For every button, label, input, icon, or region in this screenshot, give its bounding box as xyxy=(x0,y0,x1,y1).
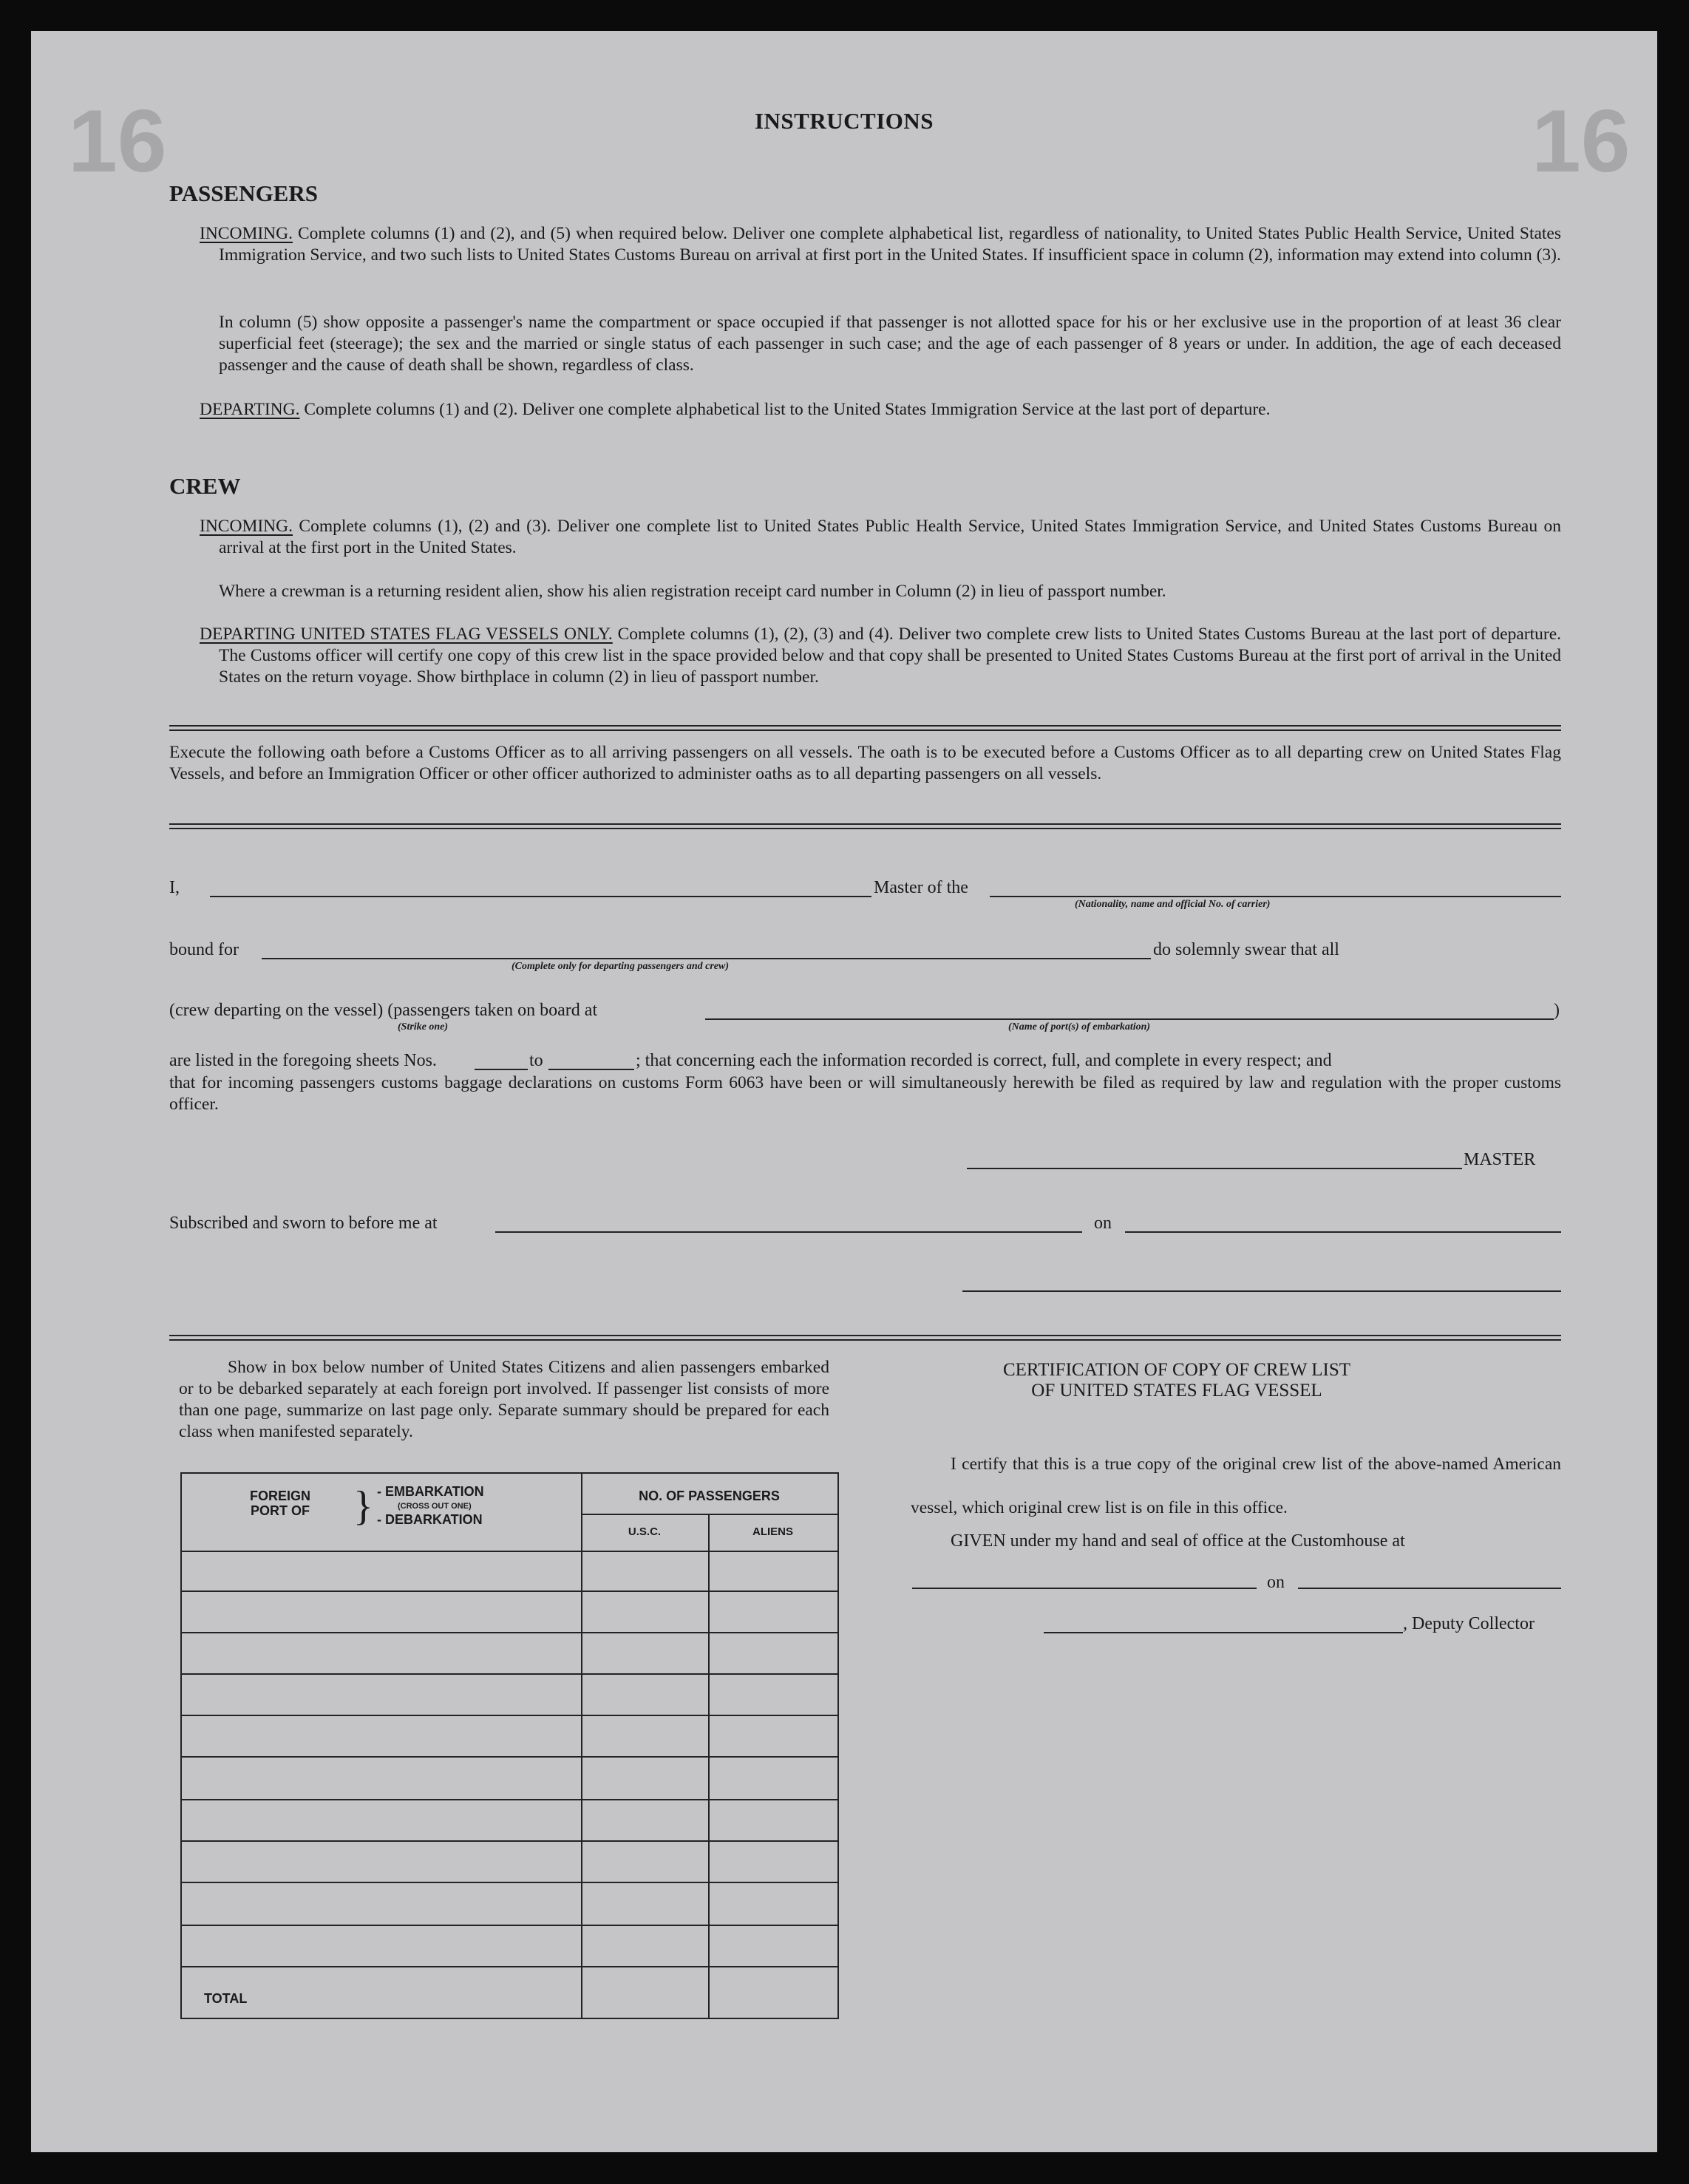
table-row-line-6 xyxy=(182,1799,837,1800)
carrier-note: (Nationality, name and official No. of carrier) xyxy=(1075,899,1271,910)
table-row-line-9 xyxy=(182,1925,837,1926)
table-row-line-2 xyxy=(182,1632,837,1633)
table-row-line-4 xyxy=(182,1715,837,1716)
master-signature-label: MASTER xyxy=(1464,1150,1536,1169)
brace-mark: } xyxy=(353,1483,373,1529)
aliens-header: ALIENS xyxy=(752,1525,793,1538)
solemnly-swear-text: do solemnly swear that all xyxy=(1153,940,1339,959)
crew-incoming-paragraph xyxy=(200,516,1561,559)
bound-for-field[interactable] xyxy=(262,958,1151,959)
listed-rest-paragraph: that for incoming passengers customs baggage declarations on customs Form 6063 have been or will simultaneously herewith be filed as required by law and regulation with the proper customs officer. xyxy=(169,1073,1561,1114)
table-row-line-1 xyxy=(182,1591,837,1592)
ports-of-embarkation-field[interactable] xyxy=(705,1018,1554,1020)
divider-double-top-b xyxy=(169,729,1561,731)
crew-departing-paragraph xyxy=(200,624,1561,688)
master-of-the-label: Master of the xyxy=(874,878,968,897)
certification-title-1: CERTIFICATION OF COPY OF CREW LIST xyxy=(1002,1360,1351,1380)
master-signature-field[interactable] xyxy=(967,1168,1462,1169)
form-sheet xyxy=(31,31,1657,2152)
given-under-hand-text: GIVEN under my hand and seal of office at the Customhouse at xyxy=(951,1531,1405,1551)
sheet-from-field[interactable] xyxy=(475,1069,528,1070)
carrier-field[interactable] xyxy=(990,896,1561,897)
certification-title-2: OF UNITED STATES FLAG VESSEL xyxy=(1031,1381,1322,1401)
divider-double-top-a xyxy=(169,725,1561,727)
cross-out-one-note: (CROSS OUT ONE) xyxy=(398,1502,472,1511)
passengers-incoming-label: INCOMING. xyxy=(200,224,293,243)
deputy-collector-label: , Deputy Collector xyxy=(1403,1614,1535,1633)
passengers-column5-paragraph: In column (5) show opposite a passenger's name the compartment or space occupied if that passenger is not allotted space for his or her exclusive use in the proportion of at least 36 clear superficial feet (steerage); the sex and the married or single status of each passenger in such case; and the age of each passenger of 8 years or under. In addition, the age of each deceased passenger and the cause of death shall be shown, regardless of class. xyxy=(219,313,1561,375)
officer-signature-field[interactable] xyxy=(962,1290,1561,1292)
ports-note: (Name of port(s) of embarkation) xyxy=(1008,1021,1151,1033)
master-name-field[interactable] xyxy=(210,896,871,897)
passengers-departing-label: DEPARTING. xyxy=(200,400,300,419)
divider-double-mid-a xyxy=(169,823,1561,825)
passengers-heading: PASSENGERS xyxy=(169,180,318,206)
table-header-split xyxy=(581,1514,837,1515)
table-row-line-7 xyxy=(182,1840,837,1842)
oath-intro-paragraph: Execute the following oath before a Customs Officer as to all arriving passengers on all vessels. The oath is to be executed before a Customs Officer as to all departing crew on United States Flag Vessels, and before an Immigration Officer or other officer authorized to administer oaths as to all departing passengers on all vessels. xyxy=(169,743,1561,783)
table-row-line-8 xyxy=(182,1882,837,1883)
bound-for-note: (Complete only for departing passengers and crew) xyxy=(512,961,729,972)
usc-header: U.S.C. xyxy=(628,1525,662,1538)
crew-departing-text-line: (crew departing on the vessel) (passengers taken on board at xyxy=(169,1001,598,1020)
table-row-line-10 xyxy=(182,1966,837,1967)
table-divider-port xyxy=(581,1474,582,2018)
strike-one-note: (Strike one) xyxy=(398,1021,449,1033)
crew-resident-paragraph: Where a crewman is a returning resident alien, show his alien registration receipt card number in Column (2) in lieu of passport number. xyxy=(219,582,1166,601)
customhouse-field[interactable] xyxy=(912,1588,1257,1589)
divider-double-mid-b xyxy=(169,828,1561,829)
listed-sheets-text: are listed in the foregoing sheets Nos. xyxy=(169,1051,437,1070)
table-divider-aliens xyxy=(708,1514,710,2018)
passengers-departing-text: Complete columns (1) and (2). Deliver one complete alphabetical list to the United States Immigration Service at the last port of departure. xyxy=(304,400,1271,419)
table-header-bottom xyxy=(182,1551,837,1552)
certification-on-label: on xyxy=(1267,1573,1285,1592)
crew-incoming-text: Complete columns (1), (2) and (3). Deliver one complete list to United States Public Health Service, United States Immigration Service, and United States Customs Bureau on arrival at the first port in the United States. xyxy=(219,517,1561,557)
certification-text: I certify that this is a true copy of the original crew list of the above-named American vessel, which original crew list is on file in this office. xyxy=(911,1455,1561,1517)
subscribed-on-label: on xyxy=(1094,1214,1112,1233)
divider-double-bottom-a xyxy=(169,1335,1561,1336)
crew-incoming-label: INCOMING. xyxy=(200,517,293,536)
listed-correct-text: ; that concerning each the information recorded is correct, full, and complete in every respect; and xyxy=(636,1051,1332,1070)
summary-instructions: Show in box below number of United States Citizens and alien passengers embarked or to be debarked separately at each foreign port involved. If passenger list consists of more than one page, summarize on last page only. Separate summary should be prepared for each class when manifested separately. xyxy=(179,1358,829,1441)
page-title: INSTRUCTIONS xyxy=(754,108,934,134)
total-label: TOTAL xyxy=(204,1991,248,2006)
table-row-line-5 xyxy=(182,1756,837,1758)
foreign-port-of-header: FOREIGN PORT OF xyxy=(249,1489,310,1518)
subscribed-label: Subscribed and sworn to before me at xyxy=(169,1214,438,1233)
passengers-incoming-text: Complete columns (1) and (2), and (5) when required below. Deliver one complete alphabetical list, regardless of nationality, to United States Public Health Service, United States Immigration Service, and two such lists to United States Customs Bureau on arrival at first port in the United States. If insufficient space in column (2), information may extend into column (3). xyxy=(219,224,1562,265)
deputy-collector-signature-field[interactable] xyxy=(1044,1632,1403,1633)
crew-departing-text: Complete columns (1), (2), (3) and (4). Deliver two complete crew lists to United States Customs Bureau at the last port of departure. The Customs officer will certify one copy of this crew list in the space provided below and that copy shall be presented to United States Customs Bureau at the first port of arrival in the United States on the return voyage. Show birthplace in column (2) in lieu of passport number. xyxy=(219,625,1562,687)
passengers-departing-paragraph xyxy=(200,399,1561,421)
bleed-through-page-number-right: 16 xyxy=(1532,92,1631,191)
oath-i-label: I, xyxy=(169,878,180,897)
divider-double-bottom-b xyxy=(169,1339,1561,1341)
close-paren: ) xyxy=(1554,1001,1560,1020)
bleed-through-page-number-left: 16 xyxy=(68,92,167,191)
table-row-line-3 xyxy=(182,1673,837,1675)
subscribed-date-field[interactable] xyxy=(1125,1231,1561,1233)
sheet-to-label: to xyxy=(529,1051,543,1070)
no-of-passengers-header: NO. OF PASSENGERS xyxy=(639,1489,780,1503)
certification-date-field[interactable] xyxy=(1298,1588,1561,1589)
subscribed-at-field[interactable] xyxy=(495,1231,1082,1233)
embarkation-header: - EMBARKATION xyxy=(377,1484,484,1499)
crew-departing-label: DEPARTING UNITED STATES FLAG VESSELS ONLY. xyxy=(200,625,613,644)
passengers-incoming-paragraph xyxy=(200,223,1561,266)
crew-heading: CREW xyxy=(169,473,241,499)
debarkation-header: - DEBARKATION xyxy=(377,1512,483,1527)
passenger-summary-table xyxy=(180,1472,839,2019)
sheet-to-field[interactable] xyxy=(548,1069,634,1070)
bound-for-label: bound for xyxy=(169,940,239,959)
